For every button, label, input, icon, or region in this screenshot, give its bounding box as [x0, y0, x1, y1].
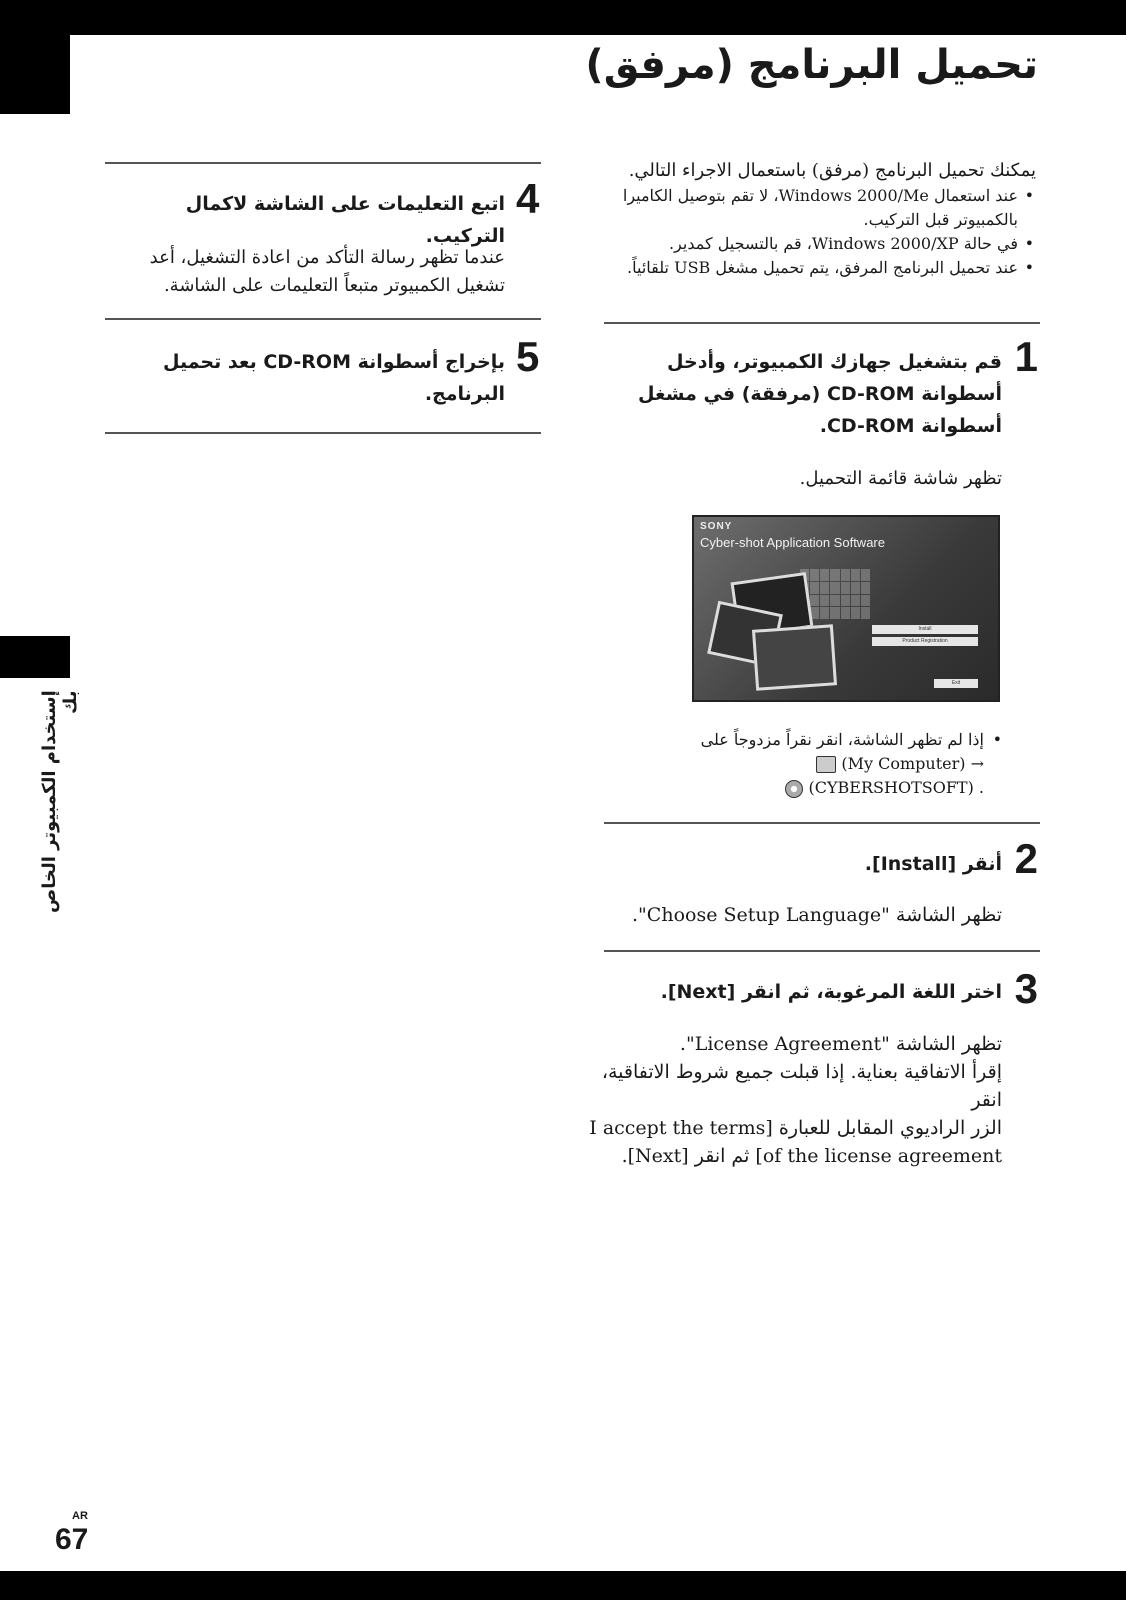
step-heading: اختر اللغة المرغوبة، ثم انقر [Next]. — [660, 981, 1002, 1003]
top-corner-tab — [0, 0, 70, 114]
intro-lead: يمكنك تحميل البرنامج (مرفق) باستعمال الاجراء التالي. — [628, 160, 1036, 181]
note-line: (My Computer) → — [841, 754, 984, 773]
sony-logo: SONY — [700, 521, 733, 532]
photo-thumbnail — [752, 624, 837, 691]
step-number: 4 — [516, 175, 540, 222]
intro-section — [596, 158, 1036, 280]
page-title: تحميل البرنامج (مرفق) — [585, 42, 1038, 88]
app-title: Cyber-shot Application Software — [700, 535, 885, 550]
divider — [105, 432, 541, 434]
language-label: AR — [72, 1510, 88, 1522]
step-body: عندما تظهر رسالة التأكد من اعادة التشغيل، أعد تشغيل الكمبيوتر متبعاً التعليمات على الشاشة. — [149, 247, 505, 296]
intro-bullet: • في حالة Windows 2000/XP، قم بالتسجيل كمدير. — [596, 232, 1018, 256]
step-body: تظهر الشاشة "Choose Setup Language". — [632, 904, 1002, 926]
divider — [105, 318, 541, 320]
cd-icon — [785, 780, 803, 798]
top-black-bar — [0, 0, 1126, 35]
step-body-line: of the license agreement] ثم انقر [Next]. — [621, 1145, 1002, 1167]
intro-bullet: • عند استعمال Windows 2000/Me، لا تقم بتوصيل الكاميرا بالكمبيوتر قبل التركيب. — [596, 184, 1018, 232]
step-body: تظهر شاشة قائمة التحميل. — [799, 468, 1002, 489]
divider — [604, 322, 1040, 324]
divider — [105, 162, 541, 164]
computer-icon — [816, 756, 836, 773]
bottom-black-bar — [0, 1571, 1126, 1600]
step-body-line: تظهر الشاشة "License Agreement". — [679, 1033, 1002, 1055]
step-number: 5 — [516, 333, 540, 380]
step-note: • إذا لم تظهر الشاشة، انقر نقراً مزدوجاً على (My Computer) → (CYBERSHOTSOFT) . — [700, 730, 1002, 797]
install-button[interactable]: Install — [872, 625, 978, 634]
exit-button[interactable]: Exit — [934, 679, 978, 688]
intro-bullets — [596, 184, 1036, 280]
step-number: 3 — [1014, 965, 1038, 1012]
step-heading: أنقر [Install]. — [864, 853, 1002, 875]
product-registration-button[interactable]: Product Registration — [872, 637, 978, 646]
step-number: 2 — [1014, 835, 1038, 882]
intro-bullet: • عند تحميل البرنامج المرفق، يتم تحميل مشغل USB تلقائياً. — [596, 256, 1018, 280]
step-number: 1 — [1014, 333, 1038, 380]
section-side-tab — [0, 636, 70, 678]
step-heading: بإخراج أسطوانة CD-ROM بعد تحميل البرنامج. — [162, 351, 505, 405]
note-line: (CYBERSHOTSOFT) . — [808, 778, 984, 797]
page-number: 67 — [55, 1523, 89, 1556]
installer-screenshot — [692, 515, 1000, 702]
step-heading: قم بتشغيل جهازك الكمبيوتر، وأدخل أسطوانة CD-ROM (مرفقة) في مشغل أسطوانة CD-ROM. — [638, 351, 1002, 437]
divider — [604, 950, 1040, 952]
note-line: إذا لم تظهر الشاشة، انقر نقراً مزدوجاً على — [700, 730, 984, 749]
step-body — [582, 1030, 1002, 1170]
step-body-line: إقرأ الاتفاقية بعناية. إذا قبلت جميع شروط الاتفاقية، انقر — [601, 1061, 1002, 1111]
step-heading: اتبع التعليمات على الشاشة لاكمال التركيب. — [185, 193, 505, 247]
divider — [604, 822, 1040, 824]
section-side-label: إستخدام الكمبيوتر الخاص بك — [39, 690, 81, 913]
step-body-line: الزر الراديوي المقابل للعبارة [I accept the terms — [589, 1117, 1002, 1139]
